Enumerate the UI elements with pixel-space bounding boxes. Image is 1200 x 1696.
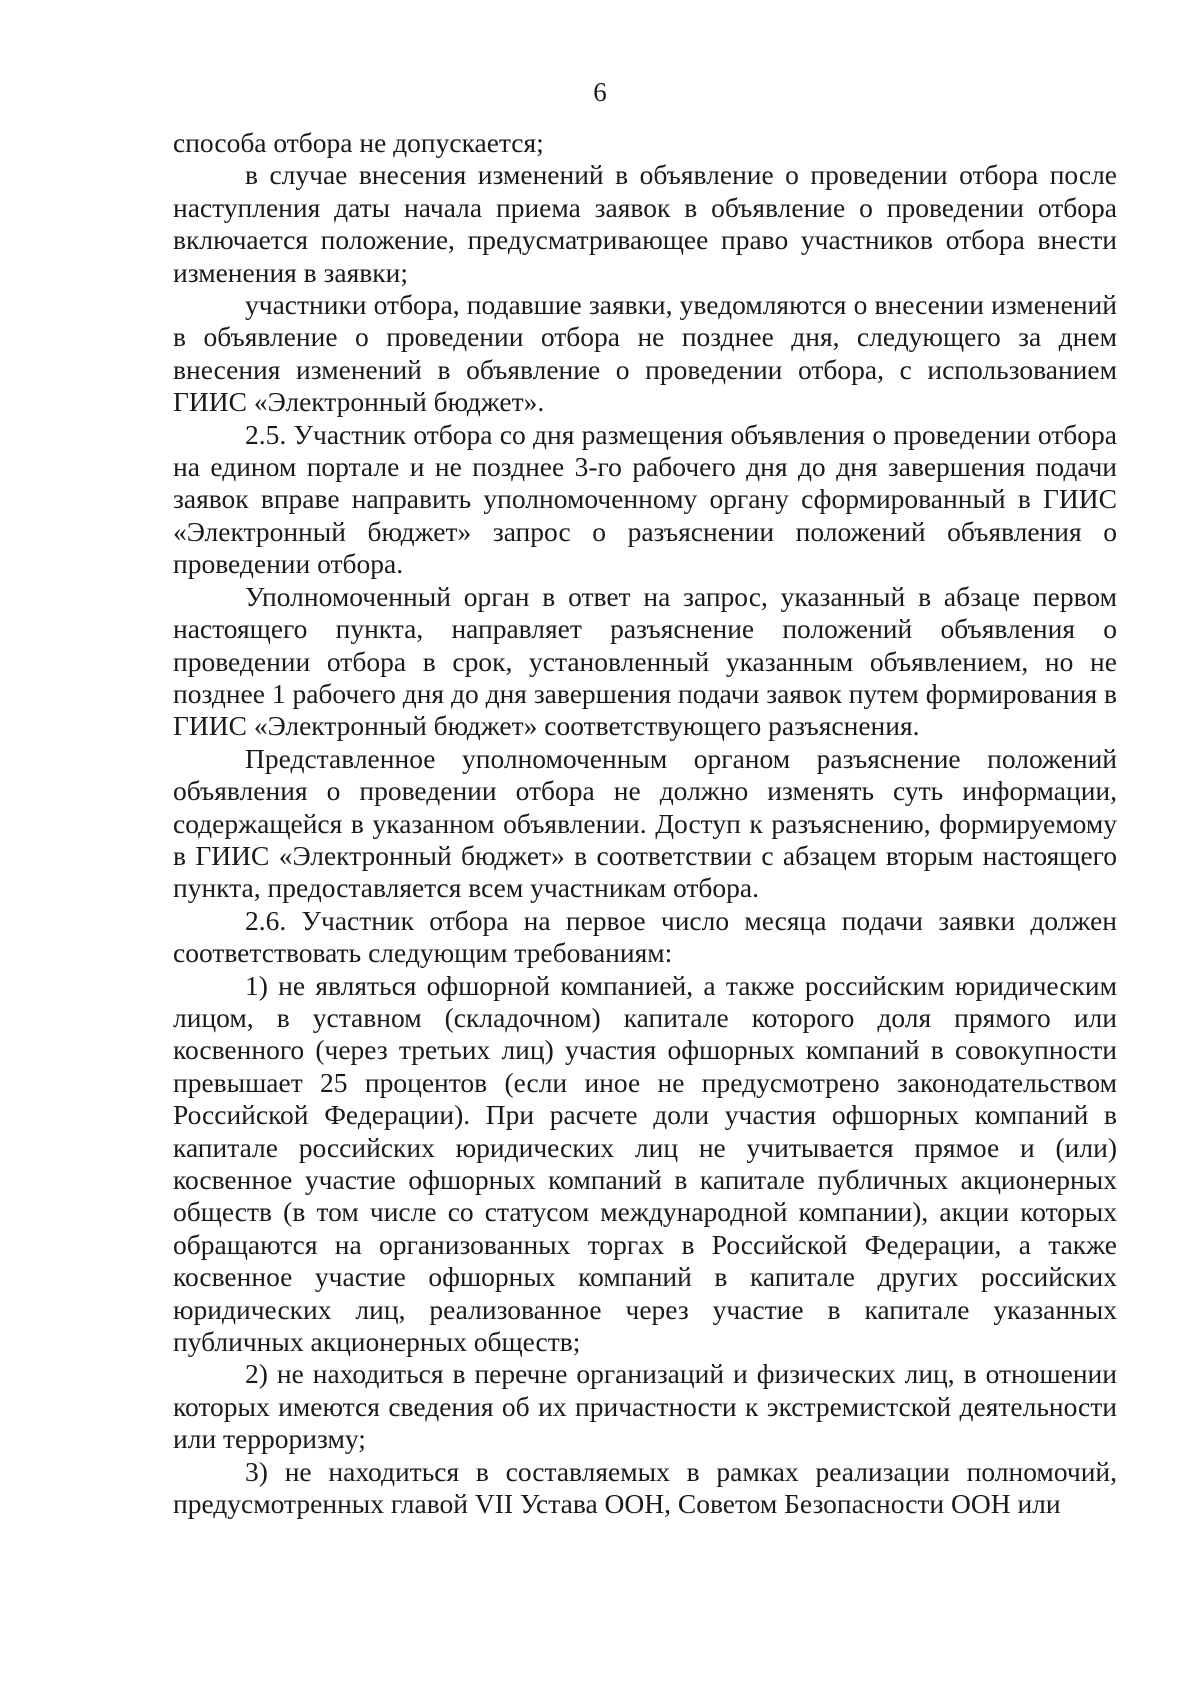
paragraph-continuation: способа отбора не допускается;	[173, 127, 544, 158]
paragraph-2-5: 2.5. Участник отбора со дня размещения объявления о проведении отбора на едином портале и не позднее 3-го рабочего дня до дня завершения подачи заявок вправе направить уполномоченному органу сформированный в ГИИС «Электронный бюджет» запрос о разъяснении положений объявления о проведении отбора.	[173, 418, 1117, 580]
document-body	[173, 127, 1117, 1520]
paragraph-authority-response: Уполномоченный орган в ответ на запрос, указанный в абзаце первом настоящего пункта, направляет разъяснение положений объявления о проведении отбора в срок, установленный указанным объявлением, но не позднее 1 рабочего дня до дня завершения подачи заявок путем формирования в ГИИС «Электронный бюджет» соответствующего разъяснения.	[173, 580, 1117, 742]
page-number: 6	[593, 77, 607, 107]
paragraph-requirement-2: 2) не находиться в перечне организаций и физических лиц, в отношении которых имеются сведения об их причастности к экстремистской деятельности или терроризму;	[173, 1358, 1117, 1455]
paragraph-changes-announcement: в случае внесения изменений в объявление о проведении отбора после наступления даты начала приема заявок в объявление о проведении отбора включается положение, предусматривающее право участников отбора внести изменения в заявки;	[173, 159, 1117, 288]
paragraph-2-6: 2.6. Участник отбора на первое число месяца подачи заявки должен соответствовать следующим требованиям:	[173, 904, 1117, 969]
paragraph-requirement-1: 1) не являться офшорной компанией, а также российским юридическим лицом, в уставном (складочном) капитале которого доля прямого или косвенного (через третьих лиц) участия офшорных компаний в совокупности превышает 25 процентов (если иное не предусмотрено законодательством Российской Федерации). При расчете доли участия офшорных компаний в капитале российских юридических лиц не учитывается прямое и (или) косвенное участие офшорных компаний в капитале публичных акционерных обществ (в том числе со статусом международной компании), акции которых обращаются на организованных торгах в Российской Федерации, а также косвенное участие офшорных компаний в капитале других российских юридических лиц, реализованное через участие в капитале указанных публичных акционерных обществ;	[173, 969, 1117, 1358]
paragraph-requirement-3: 3) не находиться в составляемых в рамках реализации полномочий, предусмотренных главой VII Устава ООН, Советом Безопасности ООН или	[173, 1455, 1117, 1520]
paragraph-clarification-access: Представленное уполномоченным органом разъяснение положений объявления о проведении отбора не должно изменять суть информации, содержащейся в указанном объявлении. Доступ к разъяснению, формируемому в ГИИС «Электронный бюджет» в соответствии с абзацем вторым настоящего пункта, предоставляется всем участникам отбора.	[173, 742, 1117, 904]
paragraph-participants-notified: участники отбора, подавшие заявки, уведомляются о внесении изменений в объявление о проведении отбора не позднее дня, следующего за днем внесения изменений в объявление о проведении отбора, с использованием ГИИС «Электронный бюджет».	[173, 289, 1117, 418]
